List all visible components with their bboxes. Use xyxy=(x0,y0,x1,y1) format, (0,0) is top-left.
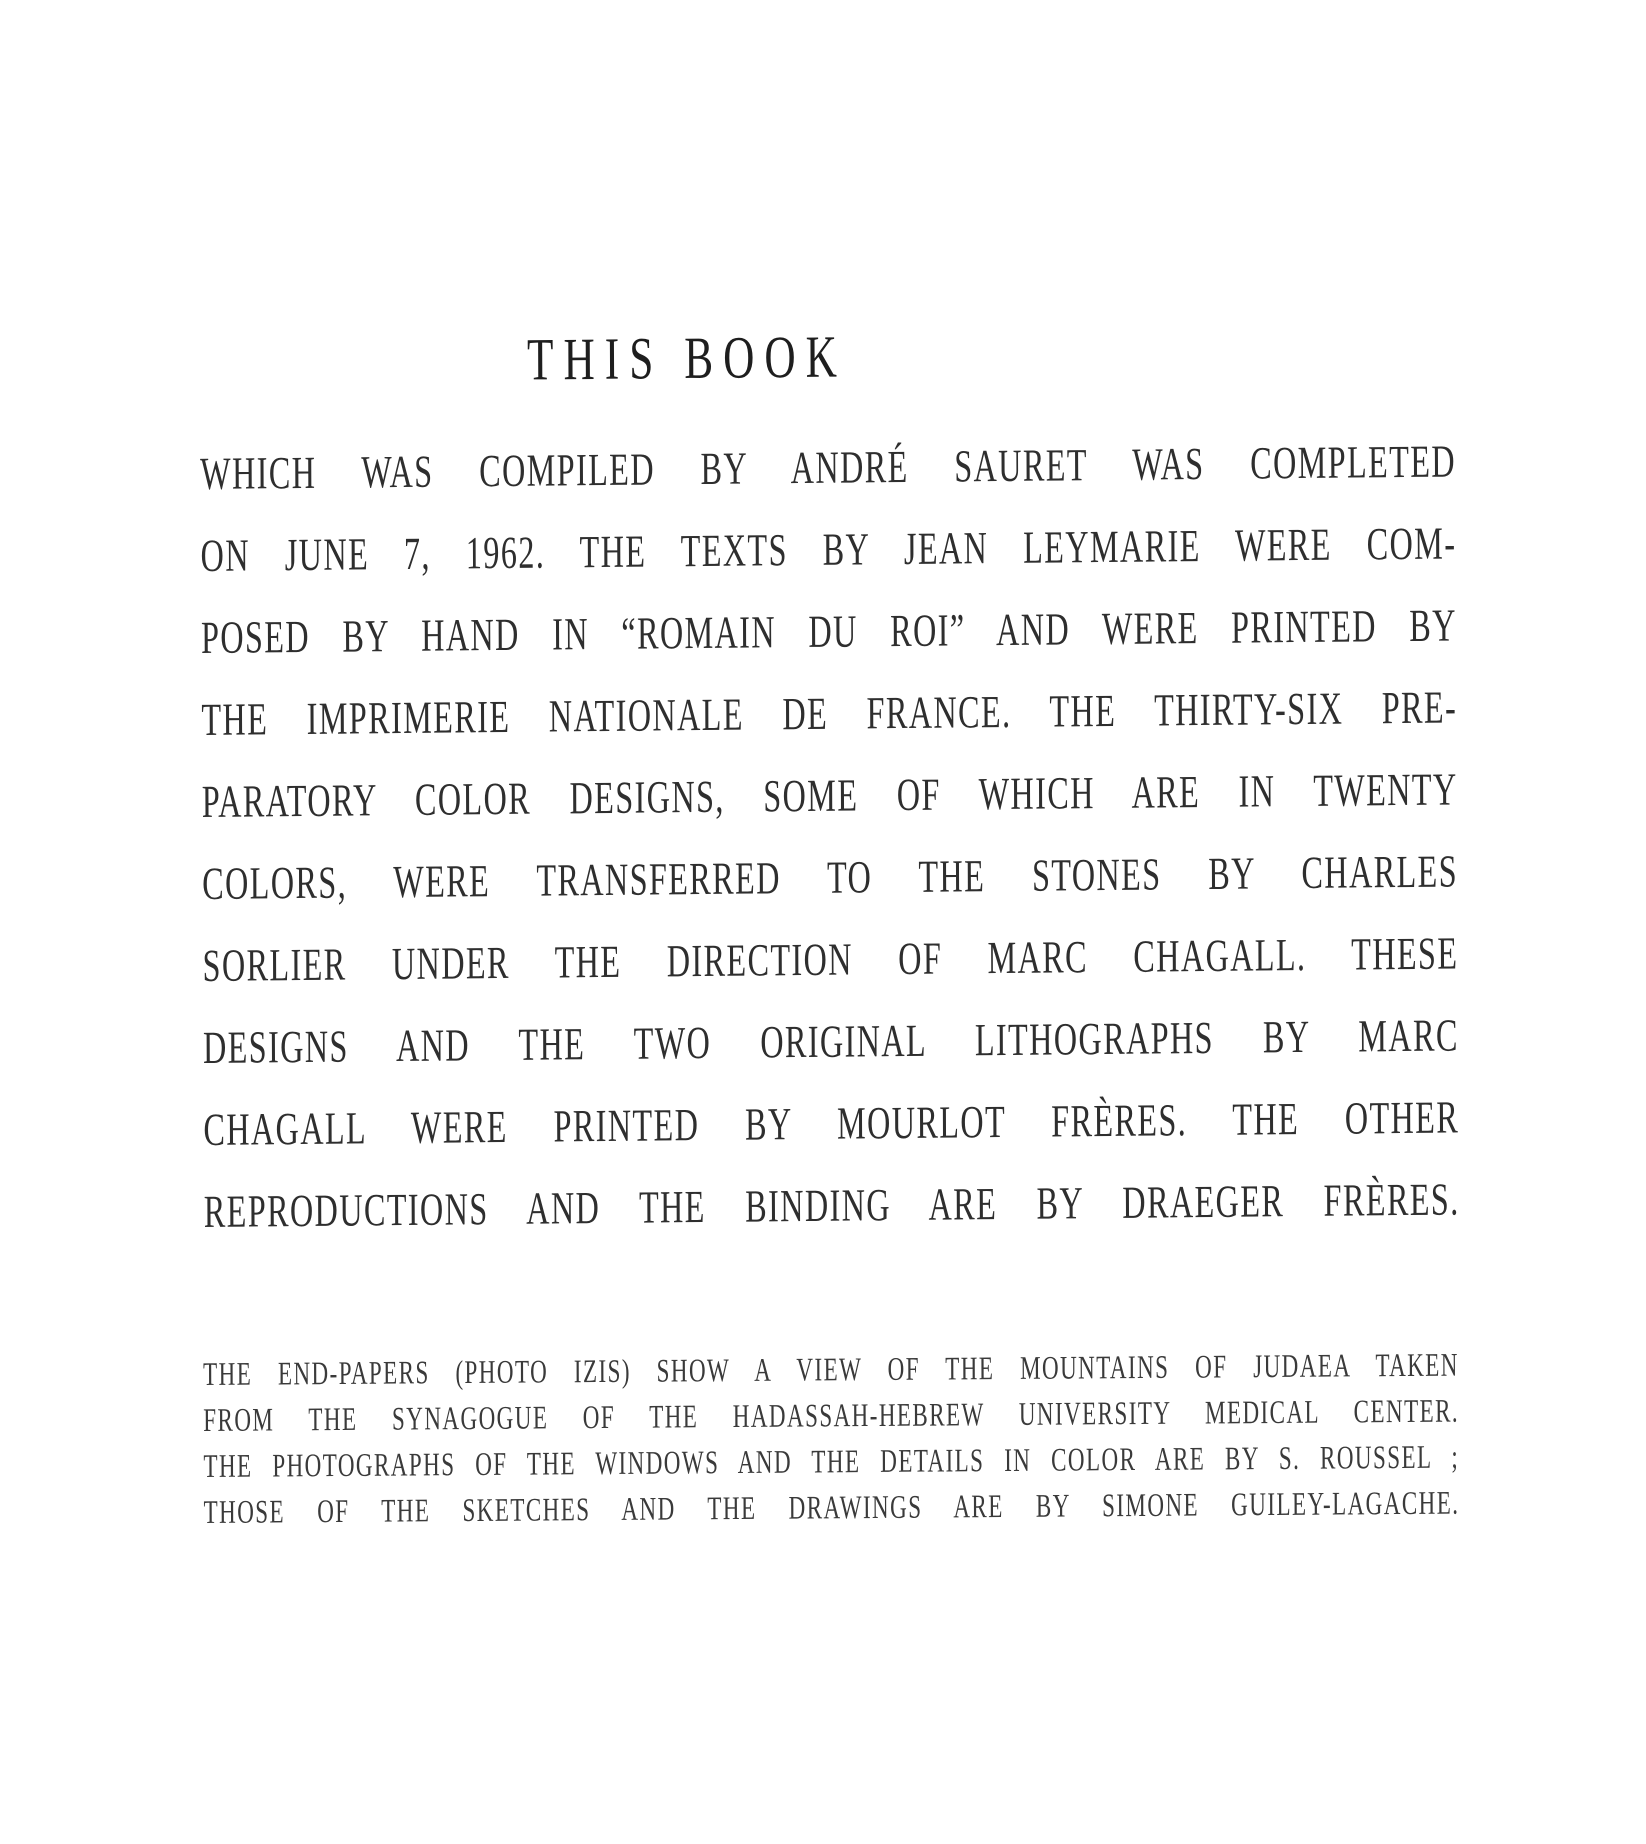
credits-line: THE PHOTOGRAPHS OF THE WINDOWS AND THE DETAILS IN COLOR ARE BY S. ROUSSEL ; xyxy=(203,1439,1460,1485)
credits-line: FROM THE SYNAGOGUE OF THE HADASSAH-HEBREW UNIVERSITY MEDICAL CENTER. xyxy=(203,1393,1460,1439)
colophon-line: WHICH WAS COMPILED BY ANDRÉ SAURET WAS COMPLETED xyxy=(200,435,1457,499)
colophon-paragraph xyxy=(200,420,1460,1253)
colophon-line: SORLIER UNDER THE DIRECTION OF MARC CHAGALL. THESE xyxy=(202,927,1459,991)
colophon-line: ON JUNE 7, 1962. THE TEXTS BY JEAN LEYMARIE WERE COM- xyxy=(200,517,1457,581)
colophon-line: COLORS, WERE TRANSFERRED TO THE STONES BY CHARLES xyxy=(202,845,1459,909)
colophon-line: REPRODUCTIONS AND THE BINDING ARE BY DRAEGER FRÈRES. xyxy=(203,1173,1460,1237)
colophon-line: DESIGNS AND THE TWO ORIGINAL LITHOGRAPHS BY MARC xyxy=(202,1009,1459,1073)
credits-paragraph xyxy=(203,1343,1459,1536)
colophon-line: THE IMPRIMERIE NATIONALE DE FRANCE. THE THIRTY-SIX PRE- xyxy=(201,681,1458,745)
colophon-line: POSED BY HAND IN “ROMAIN DU ROI” AND WERE PRINTED BY xyxy=(200,599,1457,663)
page-title: THIS BOOK xyxy=(526,323,848,393)
colophon-line: PARATORY COLOR DESIGNS, SOME OF WHICH ARE IN TWENTY xyxy=(201,763,1458,827)
credits-line: THE END-PAPERS (PHOTO IZIS) SHOW A VIEW OF THE MOUNTAINS OF JUDAEA TAKEN xyxy=(203,1347,1459,1393)
credits-line: THOSE OF THE SKETCHES AND THE DRAWINGS ARE BY SIMONE GUILEY-LAGACHE. xyxy=(203,1485,1460,1531)
colophon-line: CHAGALL WERE PRINTED BY MOURLOT FRÈRES. THE OTHER xyxy=(203,1091,1460,1155)
